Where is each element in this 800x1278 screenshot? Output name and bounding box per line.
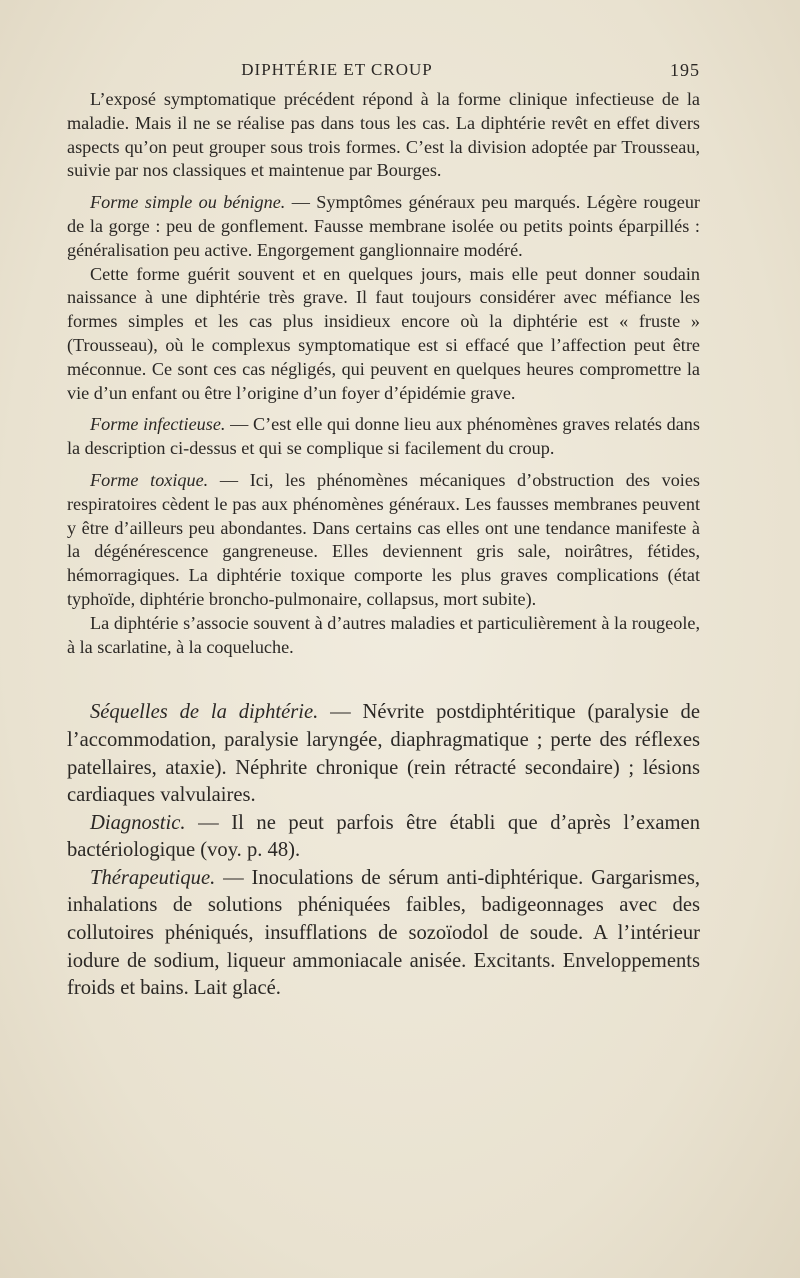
body-text-small xyxy=(67,88,700,659)
page-header xyxy=(67,58,700,88)
paragraph: Forme simple ou bénigne. — Symptômes généraux peu marqués. Légère rougeur de la gorge : peu de gonflement. Fausse membrane isolée ou petits points éparpillés : généralisation peu active. Engorgement ganglionnaire modéré. xyxy=(67,192,700,260)
section-heading: Diagnostic. xyxy=(90,811,186,834)
paragraph: Forme toxique. — Ici, les phénomènes mécaniques d’obstruction des voies respiratoires cèdent le pas aux phénomènes généraux. Les fausses membranes peuvent y être d’ailleurs peu abondantes. Dans certains cas elles ont une tendance manifeste à la dégénérescence gangreneuse. Elles deviennent gris sale, noirâtres, fétides, hémorragiques. La diphtérie toxique comporte les plus graves complications (état typhoïde, diphtérie broncho-pulmonaire, collapsus, mort subite). xyxy=(67,469,700,609)
paragraph: Séquelles de la diphtérie. — Névrite postdiphtéritique (paralysie de l’accommodation, paralysie laryngée, diaphragmatique ; perte des réflexes patellaires, ataxie). Néphrite chronique (rein rétracté secondaire) ; lésions cardiaques valvulaires. xyxy=(67,701,700,807)
paragraph: L’exposé symptomatique précédent répond à la forme clinique infectieuse de la maladie. Mais il ne se réalise pas dans tous les cas. La diphtérie revêt en effet divers aspects qu’on peut grouper sous trois formes. C’est la division adoptée par Trousseau, suivie par nos classiques et maintenue par Bourges. xyxy=(67,89,700,181)
paragraph: La diphtérie s’associe souvent à d’autres maladies et particulièrement à la rougeole, à la scarlatine, à la coqueluche. xyxy=(67,612,700,657)
section-heading: Forme toxique. xyxy=(90,469,209,490)
page-number: 195 xyxy=(670,60,700,80)
paragraph: Diagnostic. — Il ne peut parfois être établi que d’après l’examen bactériologique (voy. p. 48). xyxy=(67,811,700,862)
paragraph: Cette forme guérit souvent et en quelques jours, mais elle peut donner soudain naissance à une diphtérie très grave. Il faut toujours considérer avec méfiance les formes simples et les cas plus insidieux encore où la diphtérie est « fruste » (Trousseau), où le complexus symptomatique est si effacé que l’affection peut être méconnue. Ce sont ces cas négligés, qui peuvent en quelques heures compromettre la vie d’un enfant ou être l’origine d’un foyer d’épidémie grave. xyxy=(67,263,700,403)
paragraph: Forme infectieuse. — C’est elle qui donne lieu aux phénomènes graves relatés dans la description ci-dessus et qui se complique si facilement du croup. xyxy=(67,414,700,459)
section-heading: Forme simple ou bénigne. xyxy=(90,192,286,213)
paragraph: Thérapeutique. — Inoculations de sérum anti-diphtérique. Gargarismes, inhalations de solutions phéniquées faibles, badigeonnages avec des collutoires phéniqués, insufflations de sozoïodol de soude. A l’intérieur iodure de sodium, liqueur ammoniacale anisée. Excitants. Enveloppements froids et bains. Lait glacé. xyxy=(67,866,700,1000)
section-heading: Séquelles de la diphtérie. xyxy=(90,701,319,724)
section-heading: Thérapeutique. xyxy=(90,866,216,889)
book-page xyxy=(67,58,700,1003)
running-title: DIPHTÉRIE ET CROUP xyxy=(241,60,433,79)
section-heading: Forme infectieuse. xyxy=(90,414,226,435)
body-text-large xyxy=(67,699,700,1003)
